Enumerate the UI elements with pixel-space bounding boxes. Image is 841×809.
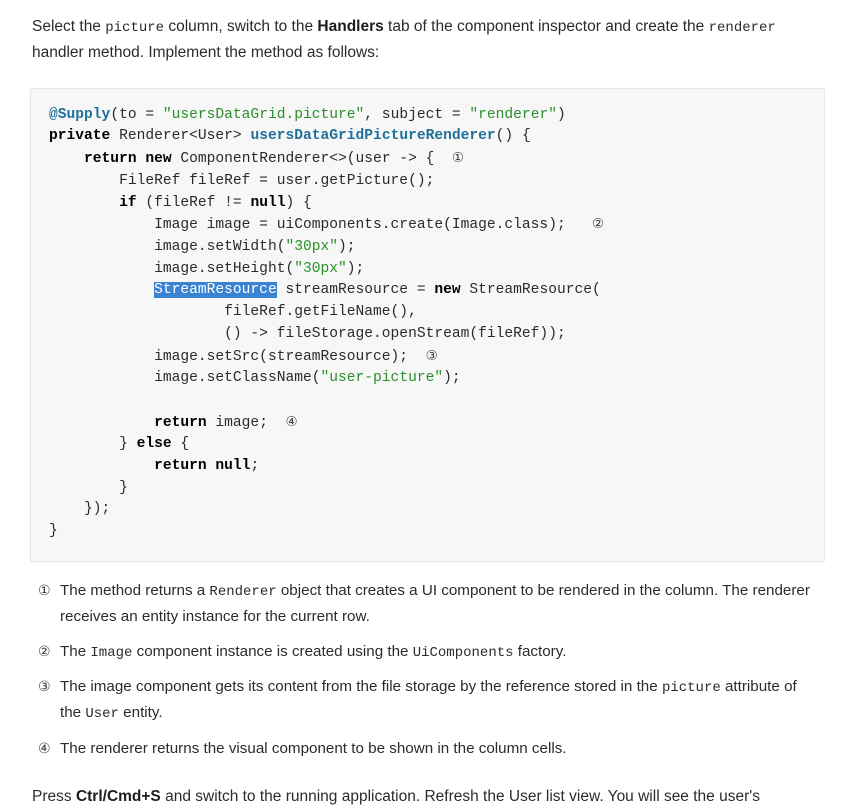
note-text: The renderer returns the visual component to be shown in the column cells. bbox=[60, 739, 567, 757]
code-block[interactable] bbox=[30, 88, 825, 562]
inline-code-picture: picture bbox=[105, 20, 165, 36]
code-callout-1: ① bbox=[451, 150, 464, 167]
selected-token[interactable]: StreamResource bbox=[154, 282, 277, 299]
note-inline-code: UiComponents bbox=[412, 645, 514, 662]
note-text: attribute of the bbox=[60, 678, 797, 722]
note-text: The bbox=[60, 643, 91, 661]
note-inline-code: User bbox=[85, 706, 119, 723]
callout-note-3 bbox=[60, 674, 811, 726]
note-text: object that creates a UI component to be rendered in the column. The renderer receives an entity instance for the current row. bbox=[60, 581, 810, 625]
note-text: entity. bbox=[118, 704, 163, 722]
note-text: factory. bbox=[513, 643, 567, 661]
callout-marker: ① bbox=[38, 582, 51, 599]
note-inline-code: Renderer bbox=[209, 583, 277, 600]
list-item bbox=[30, 578, 811, 630]
intro-text-2: column, switch to the bbox=[164, 18, 318, 35]
note-text: The method returns a bbox=[60, 581, 210, 599]
outro-text-1: Press bbox=[32, 787, 76, 805]
note-text: component instance is created using the bbox=[132, 643, 413, 661]
intro-text-3: tab of the component inspector and create the bbox=[383, 18, 709, 35]
intro-text-1: Select the bbox=[32, 18, 106, 35]
intro-bold-handlers: Handlers bbox=[317, 18, 384, 35]
code-listing: @Supply(to = "usersDataGrid.picture", subject = "renderer") private Renderer<User> usersDataGridPictureRenderer() { return new ComponentRenderer<>(user -> { ① FileRef fileRef = user.getPicture(); if (fileRef != null) { Image image = uiComponents.create(Image.class); ② image.setWidth("30px"); image.setHeight("30px"); StreamResource streamResource = new StreamResource( fileRef.getFileName(), () -> fileStorage.openStream(fileRef)); image.setSrc(streamResource); ③ image.setClassName("user-picture"); return image; ④ } else { return null; } }); } bbox=[49, 106, 605, 540]
callout-marker: ② bbox=[38, 644, 51, 661]
code-callout-2: ② bbox=[591, 216, 605, 233]
list-item bbox=[30, 639, 811, 665]
note-inline-code: Image bbox=[90, 645, 133, 662]
callout-note-2 bbox=[60, 639, 811, 665]
outro-bold-shortcut: Ctrl/Cmd+S bbox=[75, 787, 161, 805]
list-item bbox=[30, 674, 811, 726]
intro-text-4: handler method. Implement the method as follows: bbox=[32, 43, 380, 61]
outro-paragraph bbox=[30, 784, 811, 809]
note-text: The image component gets its content from the file storage by the reference stored in the bbox=[60, 678, 662, 696]
outro-text-2: and switch to the running application. Refresh the User list view. You will see the user's bbox=[160, 787, 760, 805]
list-item bbox=[30, 736, 811, 762]
callout-note-1 bbox=[60, 578, 811, 630]
callout-marker: ④ bbox=[38, 740, 51, 757]
callout-note-4 bbox=[60, 736, 811, 762]
callout-marker: ③ bbox=[38, 679, 51, 696]
callout-notes-list bbox=[30, 578, 811, 762]
code-callout-4: ④ bbox=[285, 413, 298, 430]
code-callout-3: ③ bbox=[425, 347, 438, 364]
inline-code-renderer: renderer bbox=[708, 20, 776, 36]
note-inline-code: picture bbox=[661, 680, 721, 697]
intro-paragraph bbox=[30, 14, 811, 65]
